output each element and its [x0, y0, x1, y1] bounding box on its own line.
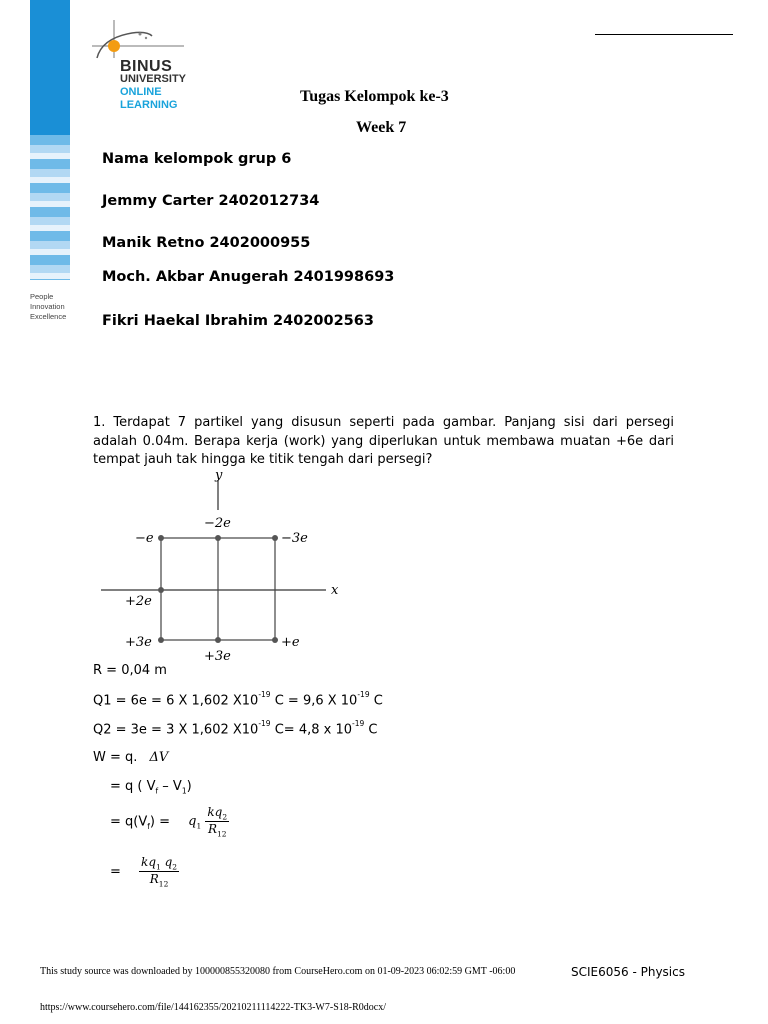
charge-dot-bottom-right	[272, 637, 278, 643]
eq-q2: Q2 = 3e = 3 X 1,602 $X10^{-19}$ C= 4,8 x $10^{-19}$ C	[93, 719, 378, 738]
axis-y-label: y	[215, 470, 223, 483]
charge-dot-top-mid	[215, 535, 221, 541]
group-name: Nama kelompok grup 6	[102, 151, 292, 167]
download-note: This study source was downloaded by 100000855320080 from CourseHero.com on 01-09-2023 06:02:59 GMT -06:00	[40, 966, 516, 977]
charge-dot-bottom-left	[158, 637, 164, 643]
brand-name: BINUS UNIVERSITY ONLINE LEARNING	[120, 58, 187, 111]
charge-diagram	[93, 470, 343, 665]
label-top-right: −3e	[281, 531, 308, 546]
course-code: SCIE6056 - Physics	[571, 965, 685, 979]
eq-step3: = $q(V_f) = q_1$ $\frac{kq_2}{R_{12}}$	[110, 805, 228, 839]
label-top-left: −e	[135, 531, 154, 546]
label-bottom-mid: +3e	[204, 649, 231, 664]
label-top-mid: −2e	[204, 516, 231, 531]
member-2: Manik Retno 2402000955	[102, 235, 311, 251]
source-url[interactable]: https://www.coursehero.com/file/144162355/20210211114222-TK3-W7-S18-R0docx/	[40, 1002, 386, 1013]
charge-dot-mid-left	[158, 587, 164, 593]
label-bottom-left: +3e	[125, 635, 152, 650]
charge-dot-top-right	[272, 535, 278, 541]
label-bottom-right: +e	[281, 635, 300, 650]
eq-q1: Q1 = 6e = 6 X 1,602 $X10^{-19}$ C = 9,6 X $10^{-19}$ C	[93, 690, 383, 709]
page-title: Tugas Kelompok ke-3	[300, 88, 449, 105]
charge-dot-top-left	[158, 535, 164, 541]
eq-step4: = $\frac{kq_1 q_2}{R_{12}}$	[110, 855, 178, 889]
eq-step2: = q ( $V_f - V_1$)	[110, 779, 192, 796]
charge-dot-bottom-mid	[215, 637, 221, 643]
brand-side-bar	[30, 0, 70, 280]
eq-w: W = q. ΔV	[93, 750, 169, 765]
signature-line	[595, 34, 733, 35]
axis-x-label: x	[331, 583, 339, 598]
brand-tagline: People Innovation Excellence	[30, 292, 67, 321]
member-4: Fikri Haekal Ibrahim 2402002563	[102, 313, 374, 329]
member-1: Jemmy Carter 2402012734	[102, 193, 320, 209]
eq-r: R = 0,04 m	[93, 663, 167, 678]
question-text: 1. Terdapat 7 partikel yang disusun seperti pada gambar. Panjang sisi dari persegi adalah 0.04m. Berapa kerja (work) yang diperlukan untuk membawa muatan +6e dari tempat jauh tak hingga ke titik tengah dari persegi?	[93, 415, 674, 467]
page-subtitle: Week 7	[356, 119, 407, 136]
member-3: Moch. Akbar Anugerah 2401998693	[102, 269, 395, 285]
label-mid-left: +2e	[125, 594, 152, 609]
